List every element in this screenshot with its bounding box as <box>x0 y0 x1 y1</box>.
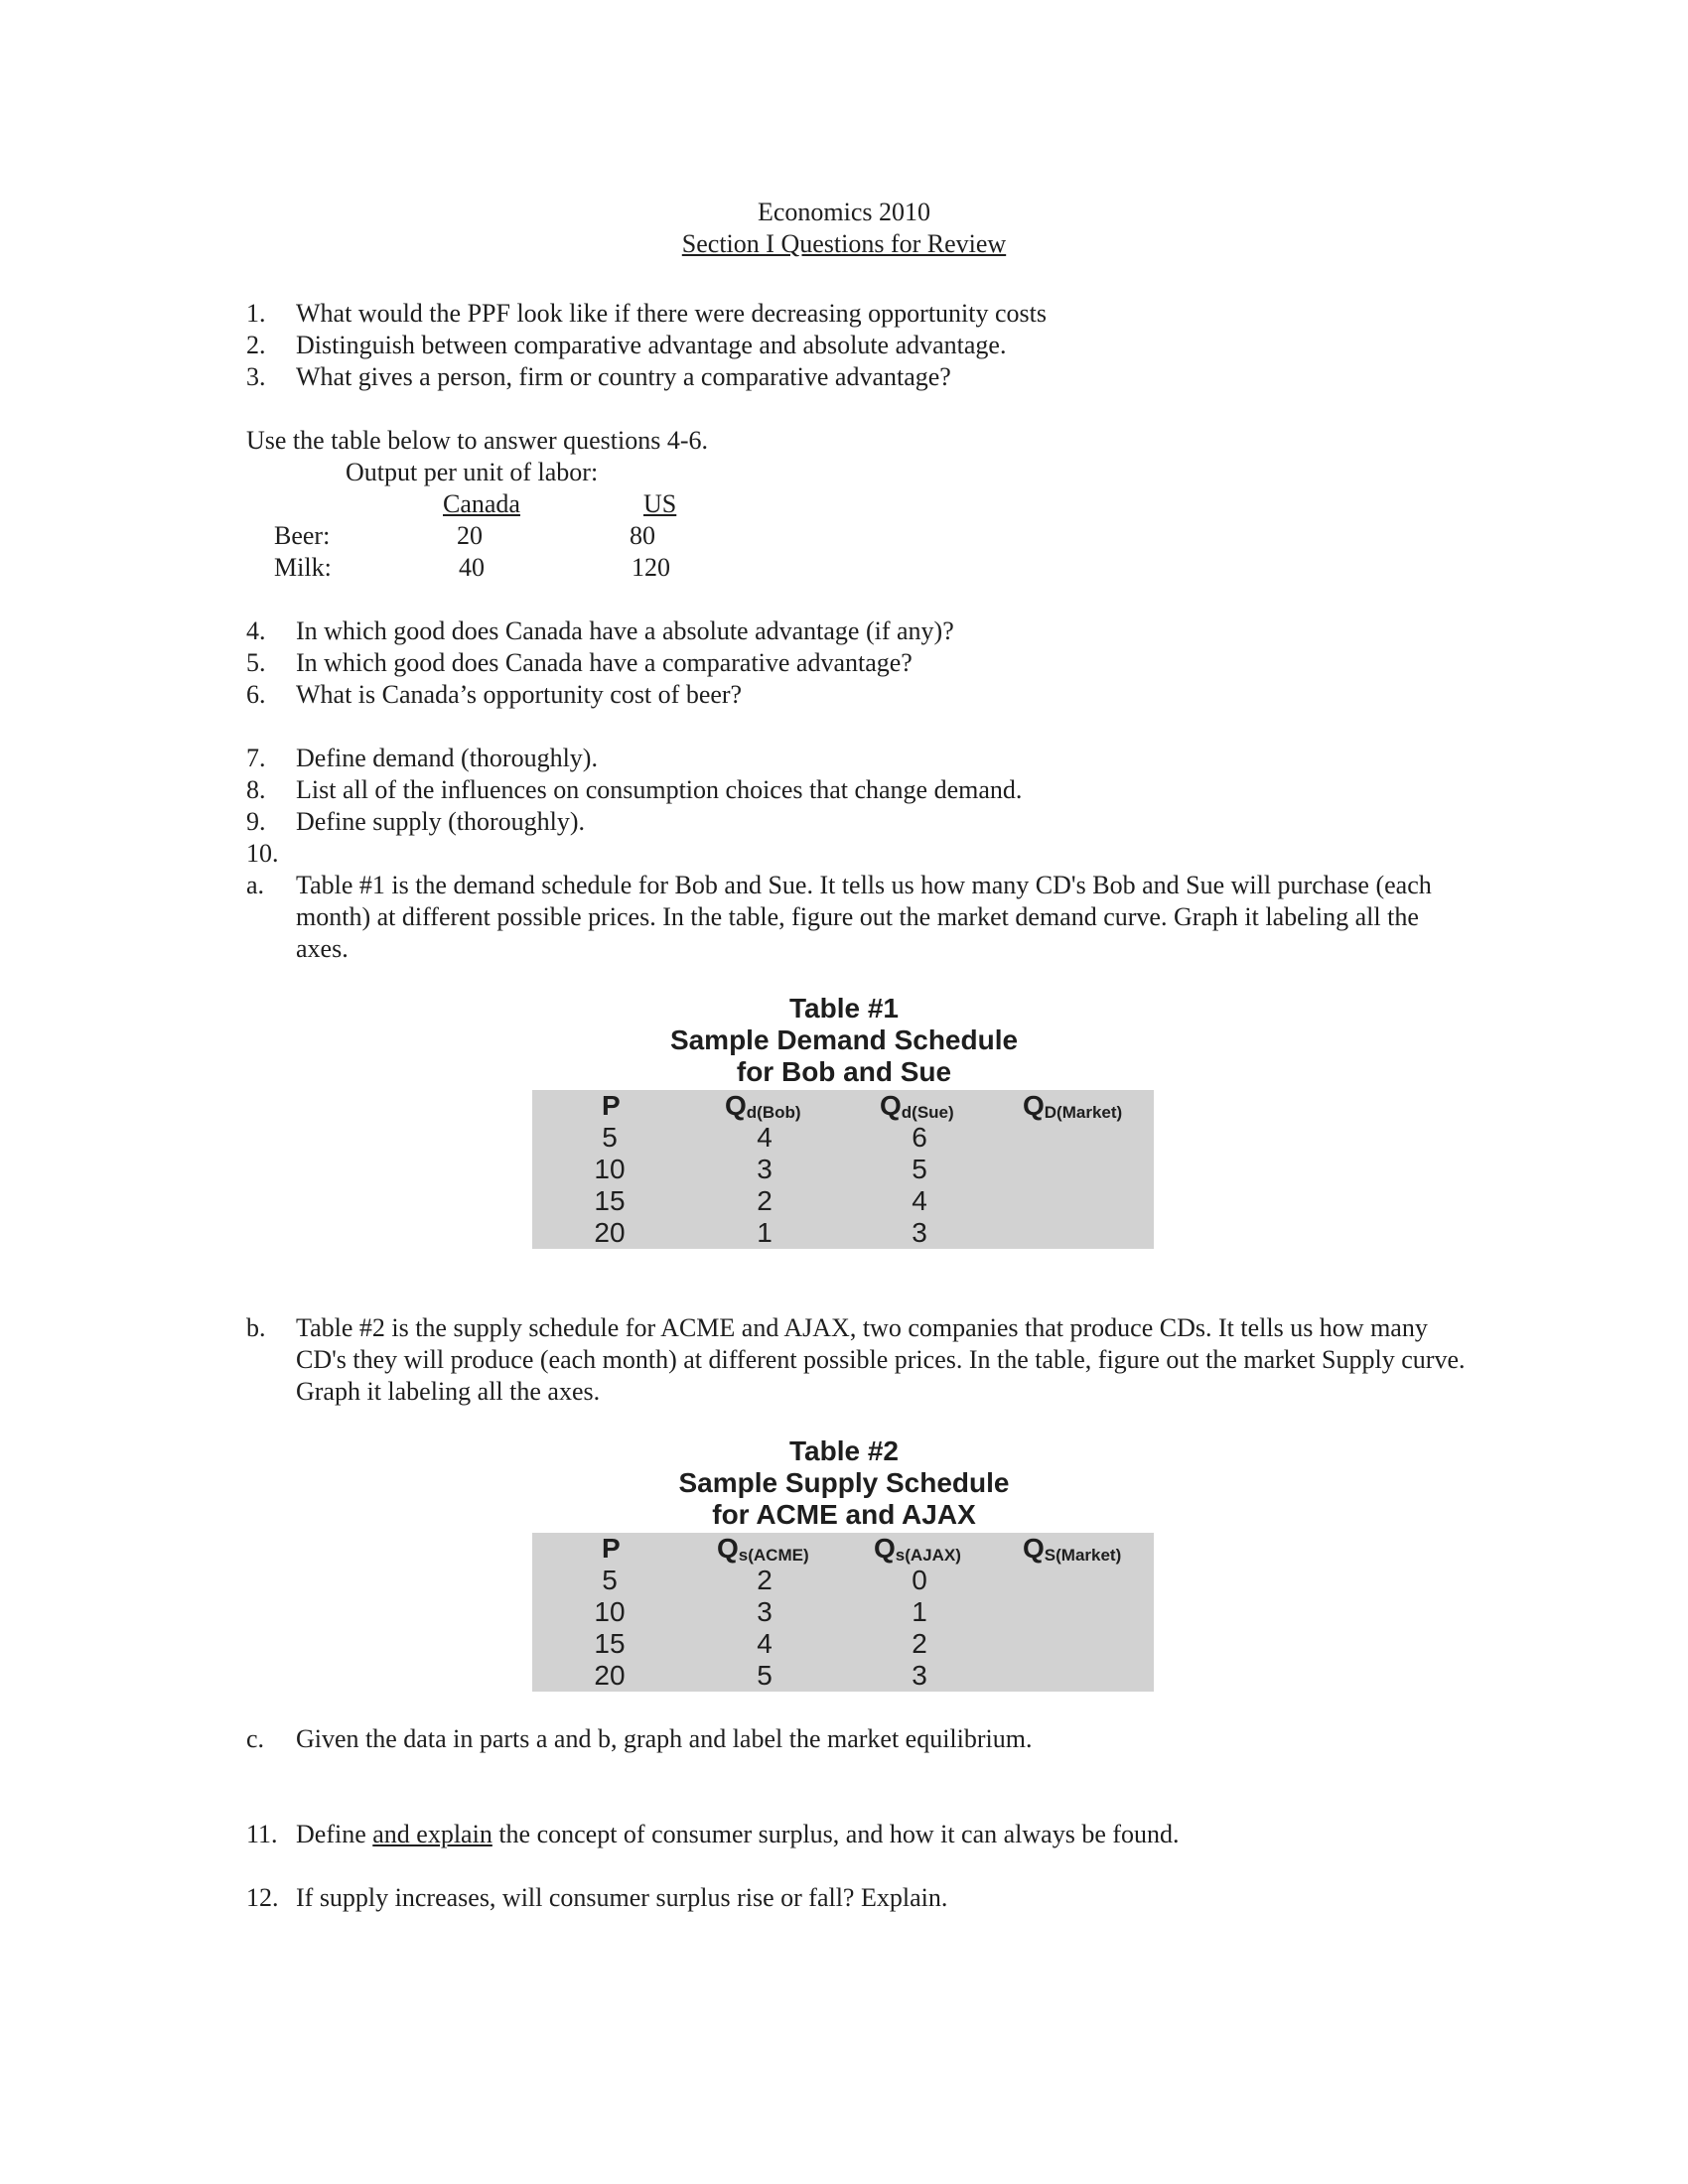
question-text: Distinguish between comparative advantage and absolute advantage. <box>296 331 1007 359</box>
question-number: 6. <box>246 680 266 709</box>
part-a-text: Table #1 is the demand schedule for Bob and Sue. It tells us how many CD's Bob and Sue will purchase (each month) at different possible prices. In the table, figure out the market demand curve. Graph it labeling all the axes. <box>296 871 1432 963</box>
header-main: Q <box>880 1090 902 1121</box>
header-subscript: S(Market) <box>1044 1546 1122 1565</box>
table2-cell: 1 <box>912 1596 927 1627</box>
question-text: What is Canada’s opportunity cost of beer? <box>296 680 743 709</box>
table2-cell: 5 <box>602 1565 618 1595</box>
question-text: In which good does Canada have a comparative advantage? <box>296 648 913 677</box>
table2-cell: 5 <box>757 1660 773 1691</box>
table1-cell: 10 <box>594 1154 626 1184</box>
part-b-text: Table #2 is the supply schedule for ACME and AJAX, two companies that produce CDs. It tells us how many CD's they will produce (each month) at different possible prices. In the table, figure out the market Supply curve. Graph it labeling all the axes. <box>296 1313 1466 1406</box>
table1-cell: 4 <box>757 1122 773 1153</box>
question-text: If supply increases, will consumer surplus rise or fall? Explain. <box>296 1883 948 1912</box>
part-c-label: c. <box>246 1724 265 1753</box>
question-text-post: the concept of consumer surplus, and how it can always be found. <box>492 1820 1180 1848</box>
table1-cell: 3 <box>912 1217 927 1248</box>
table1-subtitle-2: for Bob and Sue <box>736 1056 952 1087</box>
output-row-label-milk: Milk: <box>274 553 332 582</box>
part-a-label: a. <box>246 871 265 899</box>
output-row-label-beer: Beer: <box>274 521 331 550</box>
question-text: In which good does Canada have a absolute advantage (if any)? <box>296 616 954 645</box>
question-number: 8. <box>246 775 266 804</box>
header-subscript: s(ACME) <box>738 1546 809 1565</box>
header-main: P <box>602 1090 621 1121</box>
question-text-underlined: and explain <box>372 1820 492 1848</box>
table2-cell: 20 <box>594 1660 626 1691</box>
header-main: P <box>602 1533 621 1564</box>
question-text: Define demand (thoroughly). <box>296 744 598 772</box>
table2-cell: 2 <box>912 1628 927 1659</box>
table2-subtitle: Sample Supply Schedule <box>678 1467 1010 1498</box>
table1-cell: 5 <box>912 1154 927 1184</box>
table1-cell: 2 <box>757 1185 773 1216</box>
document-subtitle <box>0 228 1688 260</box>
question-text-pre: Define <box>296 1820 373 1848</box>
output-table-caption: Output per unit of labor: <box>346 458 599 486</box>
table2-title: Table #2 <box>789 1435 899 1466</box>
header-main: Q <box>874 1533 896 1564</box>
table1-cell: 1 <box>757 1217 773 1248</box>
table1-subtitle: Sample Demand Schedule <box>669 1024 1019 1055</box>
header-subscript: s(AJAX) <box>895 1546 961 1565</box>
table2-cell: 2 <box>757 1565 773 1595</box>
question-number: 11. <box>246 1820 278 1848</box>
table2-header-price <box>602 1533 621 1565</box>
table2-header-qs-market <box>1023 1533 1121 1571</box>
header-main: Q <box>717 1533 739 1564</box>
table2-cell: 4 <box>757 1628 773 1659</box>
output-cell-canada-beer: 20 <box>457 521 483 550</box>
output-col-us: US <box>643 489 677 518</box>
table1-header-price <box>602 1090 621 1122</box>
table1-header-qd-market <box>1023 1090 1122 1129</box>
output-cell-canada-milk: 40 <box>459 553 485 582</box>
header-main: Q <box>1023 1090 1045 1121</box>
table1-cell: 5 <box>602 1122 618 1153</box>
question-number: 1. <box>246 299 266 328</box>
header-subscript: d(Sue) <box>901 1103 954 1122</box>
question-number: 9. <box>246 807 266 836</box>
question-text <box>296 1819 1180 1850</box>
header-main: Q <box>1023 1533 1045 1564</box>
table1-cell: 3 <box>757 1154 773 1184</box>
question-number: 12. <box>246 1883 279 1912</box>
subtitle-text: Section I Questions for Review <box>681 229 1007 258</box>
table2-cell: 0 <box>912 1565 927 1595</box>
table2-cell: 3 <box>757 1596 773 1627</box>
document-title: Economics 2010 <box>757 198 931 226</box>
question-number: 3. <box>246 362 266 391</box>
table1-title: Table #1 <box>789 993 899 1024</box>
question-number: 5. <box>246 648 266 677</box>
question-number: 7. <box>246 744 266 772</box>
output-cell-us-milk: 120 <box>632 553 670 582</box>
table1-cell: 20 <box>594 1217 626 1248</box>
header-main: Q <box>725 1090 747 1121</box>
table1-cell: 4 <box>912 1185 927 1216</box>
question-text: What gives a person, firm or country a comparative advantage? <box>296 362 951 391</box>
table2-cell: 3 <box>912 1660 927 1691</box>
question-number: 2. <box>246 331 266 359</box>
part-c-text: Given the data in parts a and b, graph and label the market equilibrium. <box>296 1724 1033 1753</box>
table2-cell: 15 <box>594 1628 626 1659</box>
question-text: Define supply (thoroughly). <box>296 807 586 836</box>
question-number: 4. <box>246 616 266 645</box>
question-text: List all of the influences on consumption choices that change demand. <box>296 775 1023 804</box>
output-col-canada: Canada <box>443 489 520 518</box>
part-b-label: b. <box>246 1313 266 1342</box>
table1-cell: 15 <box>594 1185 626 1216</box>
table1-cell: 6 <box>912 1122 927 1153</box>
output-cell-us-beer: 80 <box>630 521 655 550</box>
table2-subtitle-2: for ACME and AJAX <box>712 1499 976 1530</box>
header-subscript: d(Bob) <box>746 1103 801 1122</box>
table2-cell: 10 <box>594 1596 626 1627</box>
header-subscript: D(Market) <box>1044 1103 1123 1122</box>
question-number: 10. <box>246 839 279 868</box>
question-text: What would the PPF look like if there were decreasing opportunity costs <box>296 299 1048 328</box>
output-table-intro: Use the table below to answer questions 4-6. <box>246 426 709 455</box>
